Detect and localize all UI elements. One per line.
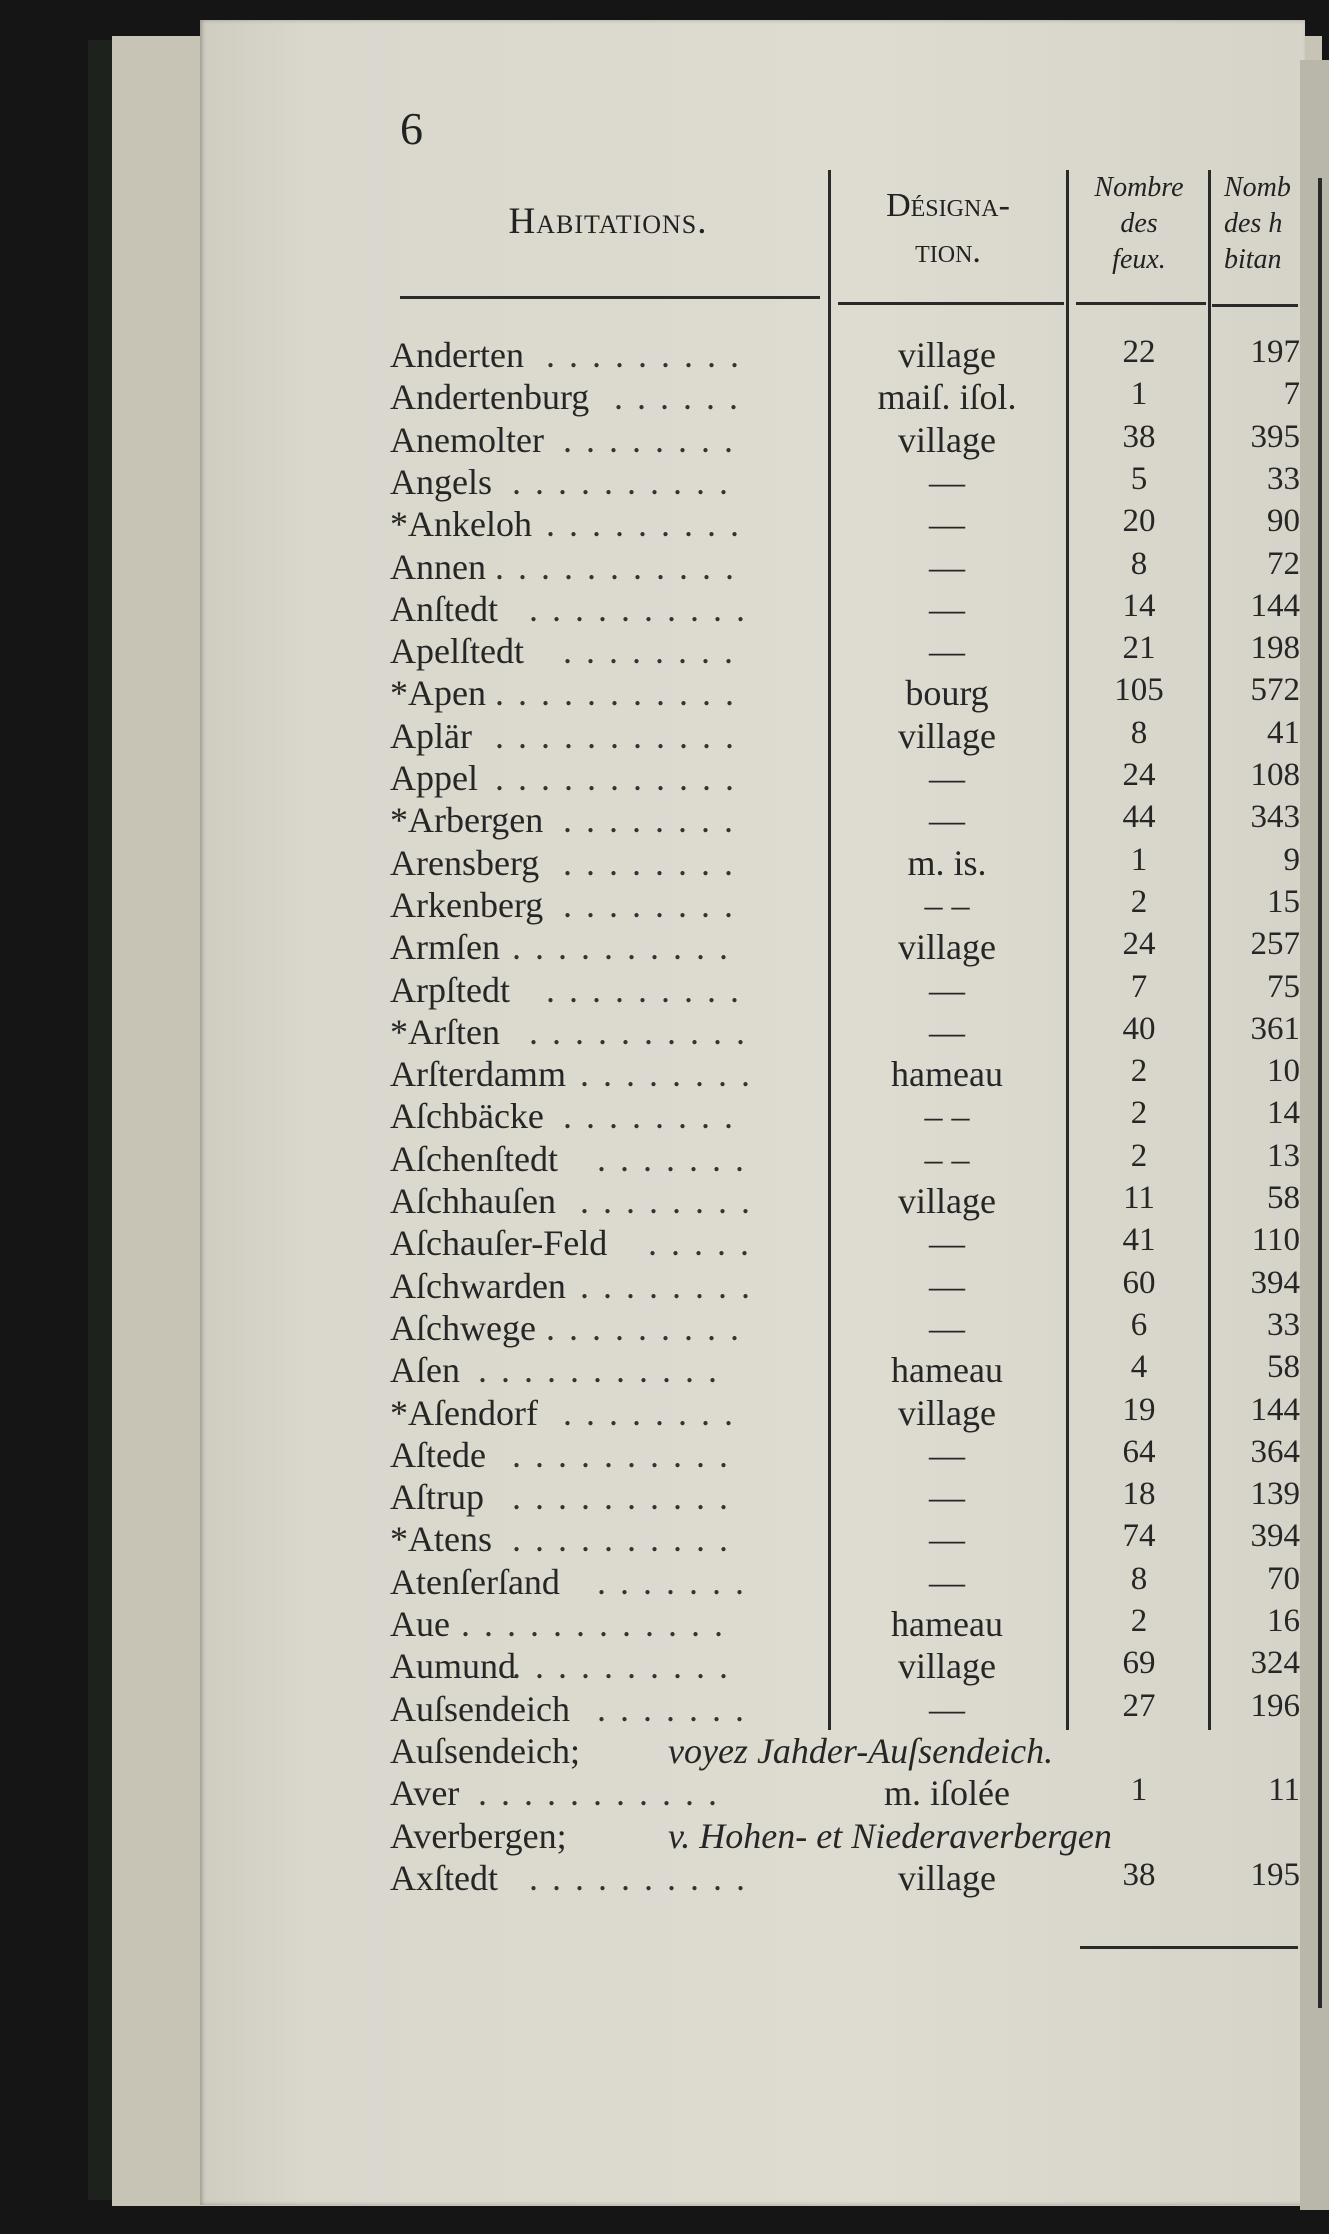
- leader-dots: ........: [563, 631, 747, 672]
- feux-cell: 74: [1122, 1518, 1156, 1555]
- place-name: Atenſerſand: [390, 1561, 560, 1602]
- feux-cell: 24: [1122, 926, 1156, 963]
- leader-dots: ...........: [495, 758, 748, 798]
- table-row: [0, 842, 1329, 884]
- designation-cell: —: [929, 1307, 965, 1348]
- feux-cell: 38: [1122, 418, 1156, 455]
- table-row: [0, 1392, 1329, 1434]
- feux-cell: 14: [1122, 587, 1156, 624]
- table-row: [0, 630, 1329, 672]
- feux-cell: 4: [1130, 1349, 1148, 1386]
- feux-cell: 38: [1122, 1856, 1156, 1893]
- feux-cell: 40: [1122, 1010, 1156, 1047]
- place-name: Armſen: [390, 927, 500, 968]
- place-name: *Ankeloh: [390, 504, 532, 545]
- habitants-cell: 197: [1250, 334, 1300, 370]
- habitants-cell: 324: [1250, 1645, 1300, 1682]
- place-name: Aſtede: [390, 1434, 486, 1475]
- feux-cell: 2: [1130, 1053, 1148, 1090]
- habitants-cell: 195: [1250, 1856, 1300, 1893]
- designation-cell: —: [929, 758, 965, 798]
- place-name: Aſchbäcke: [390, 1096, 544, 1137]
- designation-cell: hameau: [891, 1604, 1003, 1644]
- place-name: Appel: [390, 758, 478, 798]
- feux-cell: 8: [1130, 1560, 1148, 1597]
- designation-cell: —: [929, 546, 965, 587]
- designation-cell: —: [929, 1688, 965, 1729]
- leader-dots: ......: [614, 377, 752, 418]
- place-name: Arſterdamm: [390, 1054, 566, 1095]
- leader-dots: ........: [563, 1392, 747, 1433]
- header-rule-habitations: [400, 296, 820, 299]
- leader-dots: ..........: [512, 1519, 742, 1560]
- designation-cell: —: [929, 631, 965, 672]
- place-name: *Arſten: [390, 1011, 500, 1052]
- feux-cell: 105: [1114, 672, 1164, 709]
- place-name: *Arbergen: [390, 800, 544, 841]
- feux-cell: 8: [1130, 714, 1148, 751]
- table-row: [0, 1307, 1329, 1349]
- habitants-cell: 10: [1267, 1053, 1300, 1090]
- designation-cell: —: [929, 800, 965, 841]
- leader-dots: ..........: [512, 927, 742, 968]
- feux-cell: 24: [1122, 757, 1156, 793]
- table-row: [0, 1095, 1329, 1137]
- designation-cell: – –: [924, 1138, 970, 1179]
- place-name: *Apen: [390, 673, 486, 714]
- designation-cell: village: [898, 1181, 996, 1221]
- habitants-cell: 394: [1250, 1264, 1300, 1301]
- feux-cell: 44: [1122, 799, 1156, 836]
- place-name: Aſchenſtedt: [390, 1138, 558, 1179]
- feux-cell: 64: [1122, 1433, 1156, 1470]
- habitants-cell: 198: [1250, 630, 1300, 667]
- designation-cell: —: [929, 504, 965, 545]
- habitants-cell: 144: [1250, 587, 1300, 624]
- place-name: Aplär: [390, 715, 472, 756]
- leader-dots: ..........: [512, 1646, 742, 1687]
- habitants-cell: 58: [1267, 1349, 1300, 1386]
- table-row: [0, 1349, 1329, 1391]
- habitants-cell: 110: [1251, 1222, 1300, 1259]
- table-row: [0, 1730, 1329, 1772]
- feux-cell: 1: [1130, 1772, 1148, 1809]
- habitants-cell: 11: [1268, 1772, 1300, 1809]
- leader-dots: ..........: [512, 1477, 742, 1518]
- habitants-cell: 14: [1267, 1095, 1300, 1132]
- designation-cell: hameau: [891, 1350, 1003, 1391]
- header-nombre-habitants: Nomb des h bitan: [1224, 172, 1291, 275]
- designation-cell: village: [898, 927, 996, 968]
- table-row: [0, 376, 1329, 418]
- place-name: Aſchwege: [390, 1307, 536, 1348]
- designation-cell: —: [929, 461, 965, 502]
- habitants-cell: 364: [1250, 1433, 1300, 1470]
- place-name: Anemolter: [390, 419, 544, 460]
- designation-cell: —: [929, 1265, 965, 1306]
- designation-cell: village: [898, 335, 996, 375]
- designation-cell: —: [929, 1223, 965, 1264]
- habitants-cell: 75: [1267, 968, 1300, 1005]
- designation-cell: —: [929, 1561, 965, 1602]
- habitants-cell: 144: [1250, 1391, 1300, 1428]
- leader-dots: ............: [461, 1604, 737, 1644]
- cross-reference: v. Hohen- et Niederaverbergen: [668, 1815, 1112, 1856]
- feux-cell: 8: [1130, 545, 1148, 582]
- habitants-cell: 395: [1250, 418, 1300, 455]
- leader-dots: ........: [563, 800, 747, 841]
- habitants-cell: 7: [1283, 376, 1300, 413]
- page-number: 6: [400, 103, 423, 154]
- habitants-cell: 16: [1267, 1603, 1300, 1639]
- table-row: [0, 969, 1329, 1011]
- footer-rule: [1080, 1946, 1298, 1949]
- table-row: [0, 1815, 1329, 1857]
- designation-cell: —: [929, 969, 965, 1010]
- header-rule-habitants: [1212, 304, 1298, 307]
- feux-cell: 27: [1122, 1687, 1156, 1724]
- habitants-cell: 90: [1267, 503, 1300, 540]
- place-name: Aue: [390, 1604, 450, 1644]
- leader-dots: ...........: [495, 715, 748, 756]
- place-name: Averbergen;: [390, 1815, 567, 1856]
- feux-cell: 60: [1122, 1264, 1156, 1301]
- header-designation: Désigna- tion.: [886, 187, 1010, 270]
- leader-dots: .....: [648, 1223, 763, 1264]
- feux-cell: 19: [1122, 1391, 1156, 1428]
- leader-dots: .......: [597, 1138, 758, 1179]
- leader-dots: .........: [546, 969, 753, 1010]
- table-row: [0, 1011, 1329, 1053]
- place-name: Aumund: [390, 1646, 516, 1687]
- designation-cell: – –: [924, 1096, 970, 1137]
- leader-dots: ........: [563, 1096, 747, 1137]
- designation-cell: maiſ. iſol.: [877, 377, 1017, 418]
- designation-cell: —: [929, 1434, 965, 1475]
- habitants-cell: 9: [1283, 841, 1300, 878]
- feux-cell: 5: [1130, 460, 1148, 497]
- table-row: [0, 1645, 1329, 1687]
- feux-cell: 2: [1130, 1603, 1148, 1639]
- place-name: Auſsendeich: [390, 1688, 570, 1729]
- habitants-cell: 41: [1267, 714, 1300, 751]
- place-name: Axſtedt: [390, 1857, 498, 1898]
- leader-dots: .........: [546, 335, 753, 375]
- designation-cell: m. iſolée: [884, 1773, 1010, 1814]
- leader-dots: ..........: [529, 1857, 759, 1898]
- leader-dots: ........: [563, 419, 747, 460]
- leader-dots: ..........: [512, 1434, 742, 1475]
- table-row: [0, 1138, 1329, 1180]
- feux-cell: 21: [1122, 630, 1156, 667]
- leader-dots: ........: [580, 1265, 764, 1306]
- feux-cell: 7: [1130, 968, 1148, 1005]
- feux-cell: 69: [1122, 1645, 1156, 1682]
- place-name: Aver: [390, 1773, 460, 1814]
- leader-dots: ...........: [495, 546, 748, 587]
- leader-dots: ........: [563, 842, 747, 883]
- designation-cell: bourg: [905, 673, 989, 714]
- habitants-cell: 361: [1250, 1010, 1300, 1047]
- feux-cell: 1: [1130, 841, 1148, 878]
- habitants-cell: 15: [1267, 883, 1300, 920]
- leader-dots: .........: [546, 1307, 753, 1348]
- table-row: [0, 1688, 1329, 1730]
- table-row: [0, 1857, 1329, 1899]
- feux-cell: 11: [1123, 1180, 1155, 1216]
- habitants-cell: 70: [1267, 1560, 1300, 1597]
- designation-cell: hameau: [891, 1054, 1003, 1095]
- leader-dots: .........: [546, 504, 753, 545]
- feux-cell: 22: [1122, 334, 1156, 370]
- header-habitations: Habitations.: [508, 201, 708, 242]
- designation-cell: village: [898, 1857, 996, 1898]
- table-row: [0, 1265, 1329, 1307]
- place-name: *Aſendorf: [390, 1392, 538, 1433]
- habitants-cell: 13: [1267, 1137, 1300, 1174]
- table-row: [0, 1476, 1329, 1518]
- designation-cell: village: [898, 715, 996, 756]
- leader-dots: ........: [563, 884, 747, 925]
- table-row: [0, 799, 1329, 841]
- feux-cell: 41: [1122, 1222, 1156, 1259]
- table-row: [0, 1222, 1329, 1264]
- place-name: Aſchhauſen: [390, 1181, 556, 1221]
- designation-cell: —: [929, 1477, 965, 1518]
- habitants-cell: 33: [1267, 460, 1300, 497]
- table-row: [0, 1434, 1329, 1476]
- habitants-cell: 394: [1250, 1518, 1300, 1555]
- feux-cell: 2: [1130, 883, 1148, 920]
- leader-dots: ...........: [478, 1350, 731, 1391]
- place-name: Auſsendeich;: [390, 1730, 580, 1771]
- place-name: Angels: [390, 461, 492, 502]
- table-row: [0, 503, 1329, 545]
- table-row: [0, 715, 1329, 757]
- place-name: Andertenburg: [390, 377, 590, 418]
- table-row: [0, 1053, 1329, 1095]
- header-nombre-feux: Nombre des feux.: [1094, 172, 1184, 275]
- header-rule-feux: [1076, 302, 1206, 305]
- habitants-cell: 257: [1250, 926, 1300, 963]
- table-row: [0, 1561, 1329, 1603]
- feux-cell: 2: [1130, 1095, 1148, 1132]
- habitants-cell: 343: [1250, 799, 1300, 836]
- table-row: [0, 884, 1329, 926]
- table-row: [0, 672, 1329, 714]
- header-rule-designation: [838, 302, 1064, 305]
- place-name: Arkenberg: [390, 884, 544, 925]
- place-name: Aſen: [390, 1350, 460, 1391]
- place-name: Anderten: [390, 335, 524, 375]
- designation-cell: —: [929, 588, 965, 629]
- leader-dots: .......: [597, 1688, 758, 1729]
- feux-cell: 2: [1130, 1137, 1148, 1174]
- place-name: Aſchauſer-Feld: [390, 1223, 608, 1264]
- habitants-cell: 33: [1267, 1306, 1300, 1343]
- habitants-cell: 139: [1250, 1476, 1300, 1513]
- leader-dots: ..........: [529, 588, 759, 629]
- place-name: Apelſtedt: [390, 631, 524, 672]
- habitants-cell: 58: [1267, 1180, 1300, 1216]
- place-name: Aſchwarden: [390, 1265, 566, 1306]
- table-row: [0, 419, 1329, 461]
- leader-dots: .......: [597, 1561, 758, 1602]
- table-row: [0, 334, 1329, 376]
- feux-cell: 6: [1130, 1306, 1148, 1343]
- feux-cell: 1: [1130, 376, 1148, 413]
- feux-cell: 18: [1122, 1476, 1156, 1513]
- place-name: Annen: [390, 546, 486, 587]
- habitants-cell: 72: [1267, 545, 1300, 582]
- leader-dots: ........: [580, 1054, 764, 1095]
- habitants-cell: 108: [1250, 757, 1300, 793]
- table-row: [0, 1603, 1329, 1645]
- table-row: [0, 757, 1329, 799]
- designation-cell: – –: [924, 884, 970, 925]
- habitants-cell: 196: [1250, 1687, 1300, 1724]
- place-name: *Atens: [390, 1519, 492, 1560]
- place-name: Arpſtedt: [390, 969, 510, 1010]
- table-row: [0, 1180, 1329, 1222]
- leader-dots: ..........: [512, 461, 742, 502]
- table-row: [0, 1518, 1329, 1560]
- table-row: [0, 546, 1329, 588]
- leader-dots: ...........: [495, 673, 748, 714]
- table-row: [0, 588, 1329, 630]
- leader-dots: ...........: [478, 1773, 731, 1814]
- designation-cell: village: [898, 1646, 996, 1687]
- leader-dots: ........: [580, 1181, 764, 1221]
- place-name: Arensberg: [390, 842, 540, 883]
- table-row: [0, 461, 1329, 503]
- feux-cell: 20: [1122, 503, 1156, 540]
- habitants-cell: 572: [1250, 672, 1300, 709]
- designation-cell: —: [929, 1011, 965, 1052]
- designation-cell: —: [929, 1519, 965, 1560]
- cross-reference: voyez Jahder-Auſsendeich.: [668, 1730, 1054, 1771]
- leader-dots: ..........: [529, 1011, 759, 1052]
- place-name: Anſtedt: [390, 588, 498, 629]
- designation-cell: village: [898, 419, 996, 460]
- table-row: [0, 926, 1329, 968]
- designation-cell: m. is.: [907, 842, 987, 883]
- place-name: Aſtrup: [390, 1477, 484, 1518]
- designation-cell: village: [898, 1392, 996, 1433]
- table-row: [0, 1772, 1329, 1814]
